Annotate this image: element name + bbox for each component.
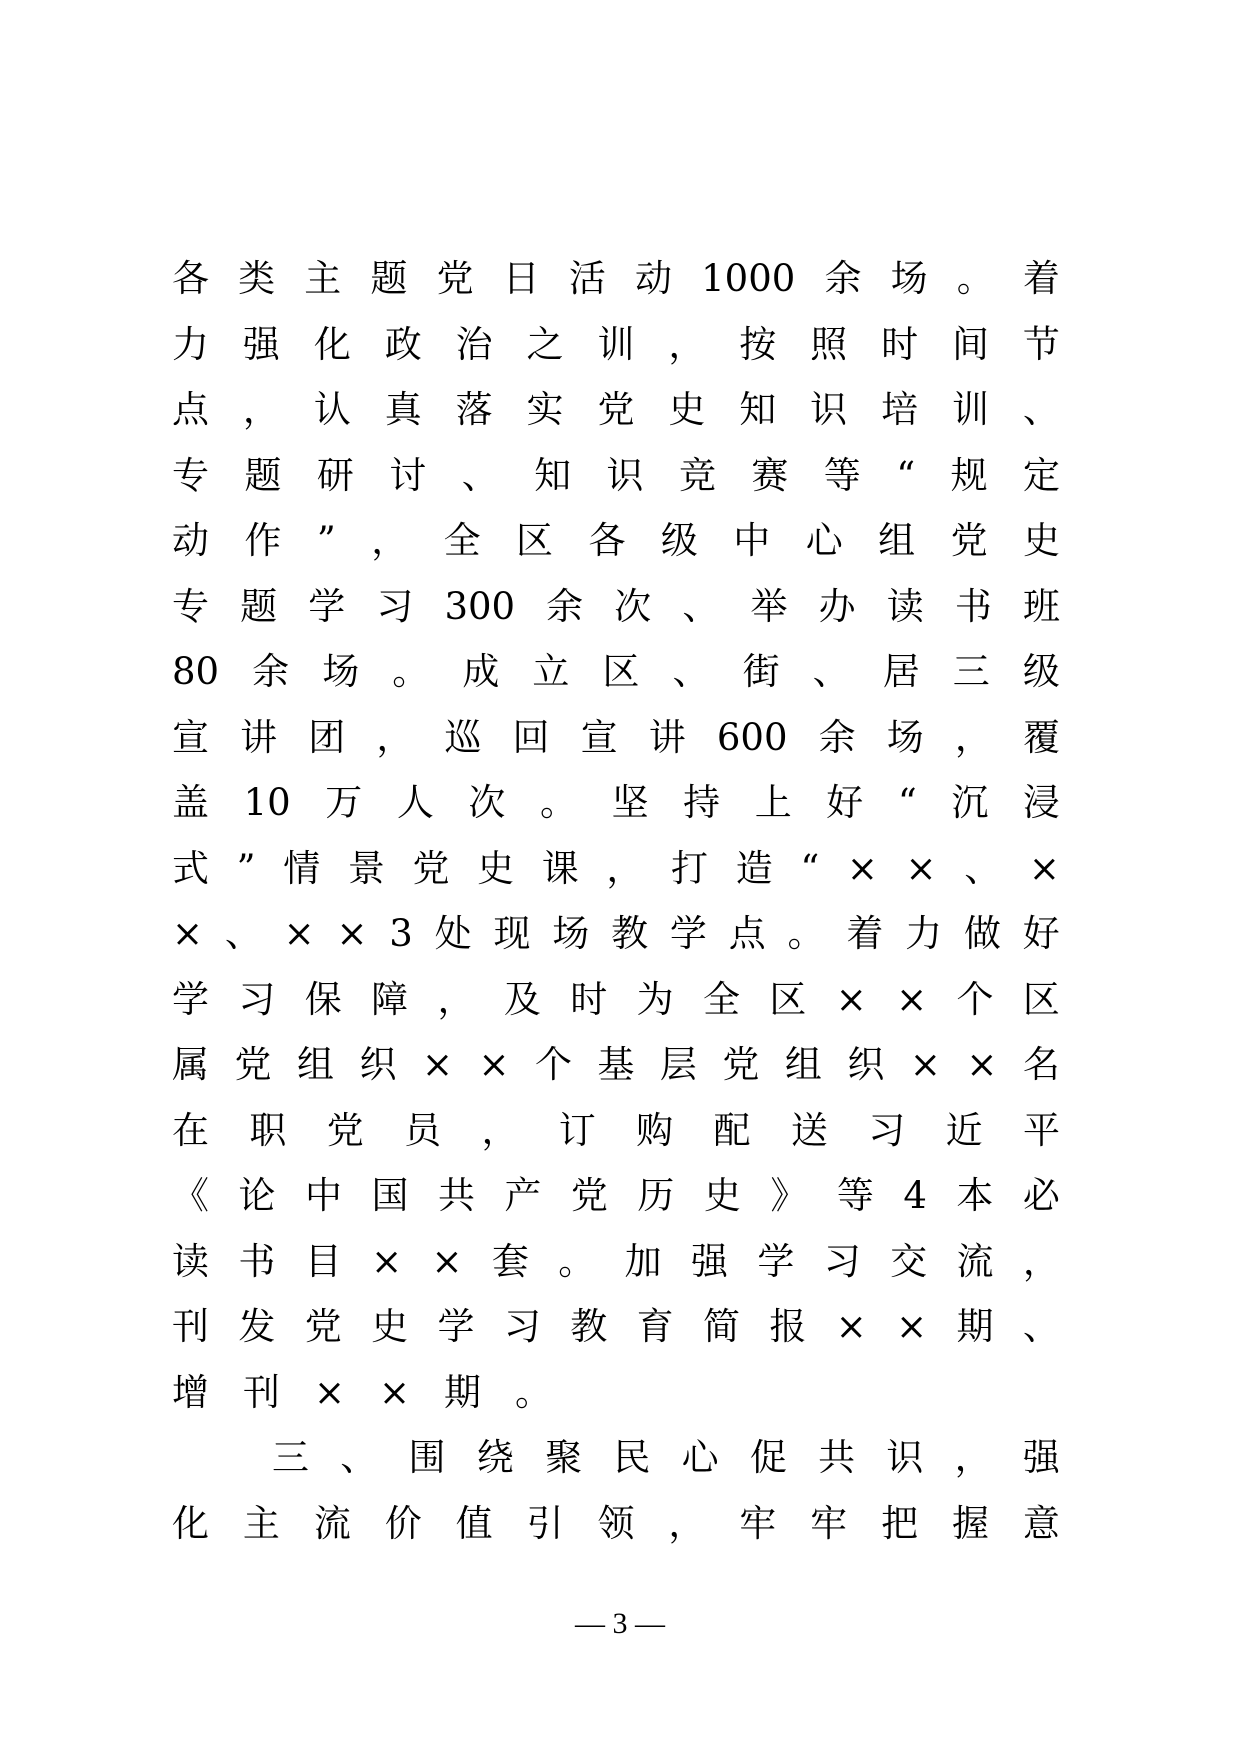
text-line: 式 ” 情 景 党 史 课 ， 打 造 “ × × 、 × xyxy=(172,846,1060,890)
section-heading-line: 三 、 围 绕 聚 民 心 促 共 识 ， 强 xyxy=(272,1436,1060,1479)
body-text xyxy=(172,246,1060,1556)
text-line: 属 党 组 织 × × 个 基 层 党 组 织 × × 名 xyxy=(172,1043,1060,1086)
text-line: 在 职 党 员 ， 订 购 配 送 习 近 平 xyxy=(172,1108,1060,1152)
text-line: 《 论 中 国 共 产 党 历 史 》 等 4 本 必 xyxy=(172,1174,1060,1217)
text-line: 专 题 研 讨 、 知 识 竞 赛 等 “ 规 定 xyxy=(172,453,1060,497)
text-line: 动 作 ” ， 全 区 各 级 中 心 组 党 史 xyxy=(172,519,1060,562)
text-line: 刊 发 党 史 学 习 教 育 简 报 × × 期 、 xyxy=(172,1305,1060,1348)
text-line: 增 刊 × × 期 。 xyxy=(172,1370,553,1414)
text-line: 80 余 场 。 成 立 区 、 街 、 居 三 级 xyxy=(172,650,1060,693)
text-line: 专 题 学 习 300 余 次 、 举 办 读 书 班 xyxy=(172,584,1060,628)
page-number: — 3 — xyxy=(575,1607,665,1640)
text-line: × 、 × × 3 处 现 场 教 学 点 。 着 力 做 好 xyxy=(172,912,1060,955)
text-line: 各 类 主 题 党 日 活 动 1000 余 场 。 着 xyxy=(172,257,1060,300)
text-line: 宣 讲 团 ， 巡 回 宣 讲 600 余 场 ， 覆 xyxy=(172,715,1060,759)
text-line: 点 ， 认 真 落 实 党 史 知 识 培 训 、 xyxy=(172,388,1060,431)
section-heading-line: 化 主 流 价 值 引 领 ， 牢 牢 把 握 意 xyxy=(172,1501,1060,1545)
text-line: 力 强 化 政 治 之 训 ， 按 照 时 间 节 xyxy=(172,322,1060,366)
text-line: 盖 10 万 人 次 。 坚 持 上 好 “ 沉 浸 xyxy=(172,781,1060,824)
text-line: 学 习 保 障 ， 及 时 为 全 区 × × 个 区 xyxy=(172,977,1060,1021)
text-line: 读 书 目 × × 套 。 加 强 学 习 交 流 ， xyxy=(172,1239,1060,1283)
